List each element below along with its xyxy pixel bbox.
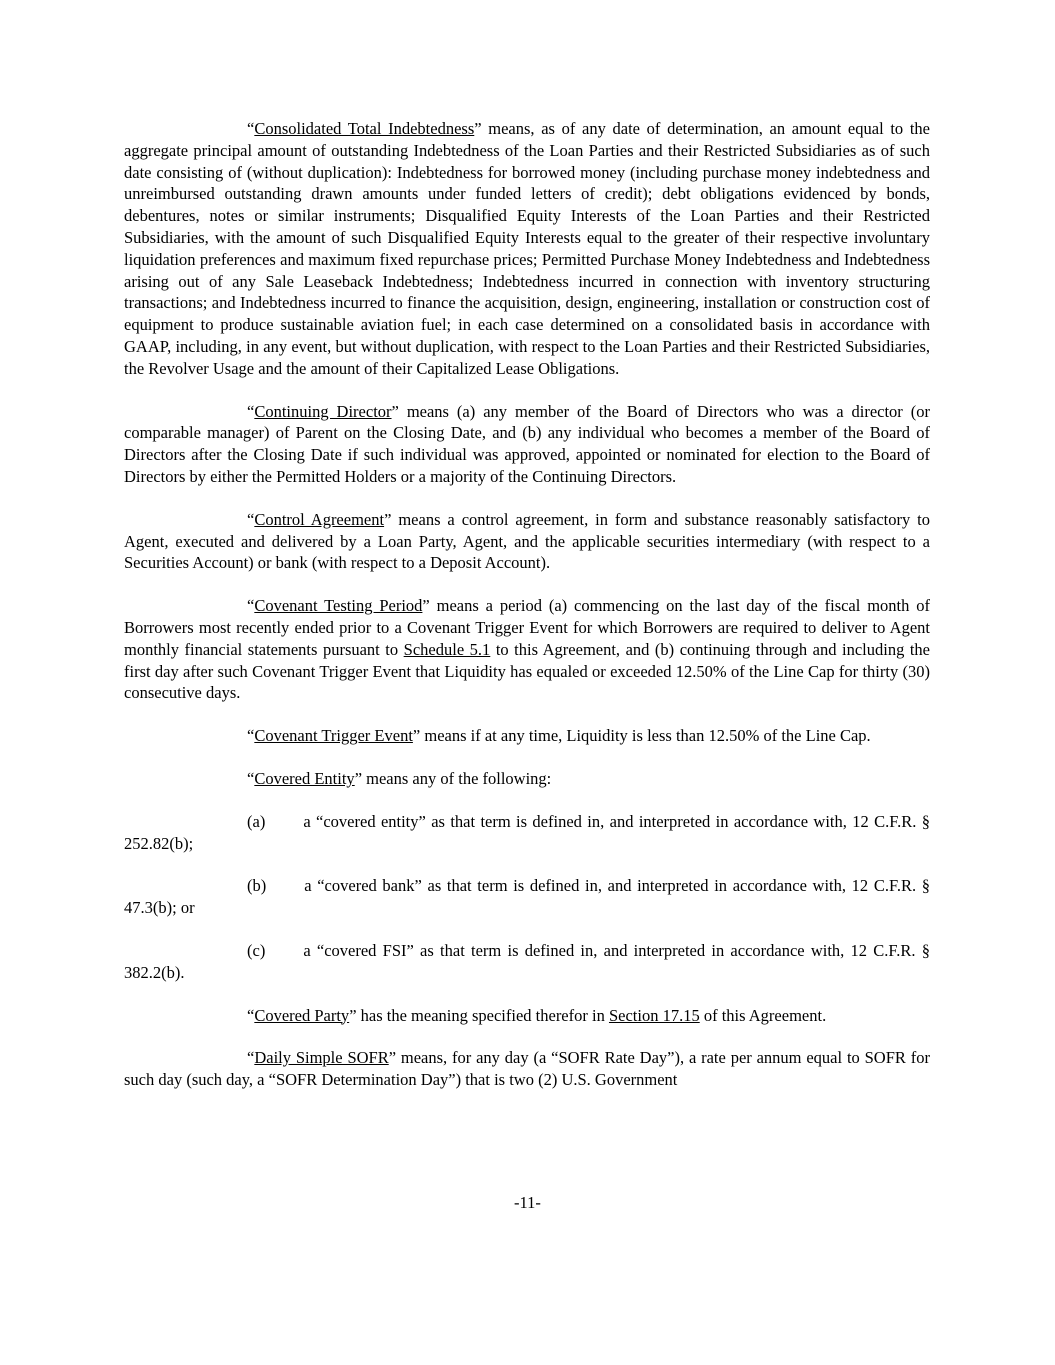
defined-term: Consolidated Total Indebtedness bbox=[254, 119, 475, 138]
para-consolidated-total-indebtedness bbox=[124, 118, 930, 380]
text-run: of this Agreement. bbox=[699, 1005, 827, 1025]
para-control-agreement bbox=[124, 509, 930, 574]
text-run: (a) bbox=[247, 811, 266, 831]
para-covered-entity-item-b bbox=[124, 875, 930, 919]
text-run: “ bbox=[247, 1048, 255, 1068]
text-run: ” means, for any day (a “SOFR Rate Day”), a rate per annum equal to SOFR for such day (such day, a “SOFR Determination Day”) that is two (2) U.S. Government bbox=[124, 1048, 930, 1090]
text-run: (b) bbox=[247, 876, 267, 896]
text-run: a “covered FSI” as that term is defined in, and interpreted in accordance with, 12 C.F.R. § 382.2(b). bbox=[124, 940, 930, 982]
para-covered-entity bbox=[124, 768, 930, 790]
text-run: a “covered entity” as that term is defined in, and interpreted in accordance with, 12 C.F.R. § 252.82(b); bbox=[124, 811, 930, 853]
para-covered-entity-item-a bbox=[124, 811, 930, 855]
text-run: “ bbox=[247, 768, 255, 788]
document-body bbox=[124, 118, 930, 1091]
defined-term: Covered Party bbox=[254, 1005, 350, 1025]
defined-term: Covered Entity bbox=[254, 768, 355, 788]
defined-term: Covenant Trigger Event bbox=[254, 726, 413, 746]
text-run: “ bbox=[247, 726, 255, 746]
text-run: “ bbox=[247, 401, 255, 421]
text-run: ” means any of the following: bbox=[354, 768, 552, 788]
defined-term: Control Agreement bbox=[254, 509, 385, 529]
text-run: ” means (a) any member of the Board of Directors who was a director (or comparable manager) of Parent on the Closing Date, and (b) any individual who becomes a member of the Board of Directors after the Closing Date if such individual was approved, appointed or nominated for election to the Board of Directors by either the Permitted Holders or a majority of the Continuing Directors. bbox=[124, 401, 930, 486]
text-run: ” means if at any time, Liquidity is less than 12.50% of the Line Cap. bbox=[412, 726, 871, 746]
text-run: “ bbox=[247, 509, 255, 529]
defined-term: Continuing Director bbox=[254, 401, 392, 421]
defined-term: Covenant Testing Period bbox=[254, 596, 423, 616]
para-covenant-testing-period bbox=[124, 595, 930, 704]
defined-term: Schedule 5.1 bbox=[403, 639, 491, 659]
text-run: ” means, as of any date of determination, an amount equal to the aggregate principal amount of outstanding Indebtedness of the Loan Parties and their Restricted Subsidiaries as of such date consisting of (without duplication): Indebtedness for borrowed money (including purchase money indebtedness and unreimbursed outstanding drawn amounts under funded letters of credit); debt obligations evidenced by bonds, debentures, notes or similar instruments; Disqualified Equity Interests of the Loan Parties and their Restricted Subsidiaries, with the amount of such Disqualified Equity Interests equal to the greater of their respective involuntary liquidation preferences and maximum fixed repurchase prices; Permitted Purchase Money Indebtedness and Indebtedness arising out of any Sale Leaseback Indebtedness; Indebtedness incurred in connection with inventory structuring transactions; and Indebtedness incurred to finance the acquisition, design, engineering, installation or construction cost of equipment to produce sustainable aviation fuel; in each case determined on a consolidated basis in accordance with GAAP, including, in any event, but without duplication, with respect to the Loan Parties and their Restricted Subsidiaries, the Revolver Usage and the amount of their Capitalized Lease Obligations. bbox=[124, 119, 930, 378]
para-covered-party bbox=[124, 1005, 930, 1027]
text-run: ” means a period (a) commencing on the last day of the fiscal month of Borrowers most recently ended prior to a Covenant Trigger Event for which Borrowers are required to deliver to Agent monthly financial statements pursuant to bbox=[124, 596, 930, 659]
text-run: ” means a control agreement, in form and substance reasonably satisfactory to Agent, executed and delivered by a Loan Party, Agent, and the applicable securities intermediary (with respect to a Securities Account) or bank (with respect to a Deposit Account). bbox=[124, 509, 930, 573]
defined-term: Daily Simple SOFR bbox=[254, 1048, 389, 1068]
page-number: -11- bbox=[514, 1193, 541, 1212]
text-run: “ bbox=[247, 119, 255, 138]
defined-term: Section 17.15 bbox=[608, 1005, 700, 1025]
text-run: (c) bbox=[247, 940, 266, 960]
text-run: a “covered bank” as that term is defined in, and interpreted in accordance with, 12 C.F.R. § 47.3(b); or bbox=[124, 876, 930, 918]
para-covenant-trigger-event bbox=[124, 725, 930, 747]
para-daily-simple-sofr bbox=[124, 1047, 930, 1091]
text-run: “ bbox=[247, 1005, 255, 1025]
text-run: ” has the meaning specified therefor in bbox=[349, 1005, 609, 1025]
para-covered-entity-item-c bbox=[124, 940, 930, 984]
text-run: “ bbox=[247, 596, 255, 616]
para-continuing-director bbox=[124, 401, 930, 488]
text-run: to this Agreement, and (b) continuing through and including the first day after such Covenant Trigger Event that Liquidity has equaled or exceeded 12.50% of the Line Cap for thirty (30) consecutive days. bbox=[124, 639, 931, 703]
